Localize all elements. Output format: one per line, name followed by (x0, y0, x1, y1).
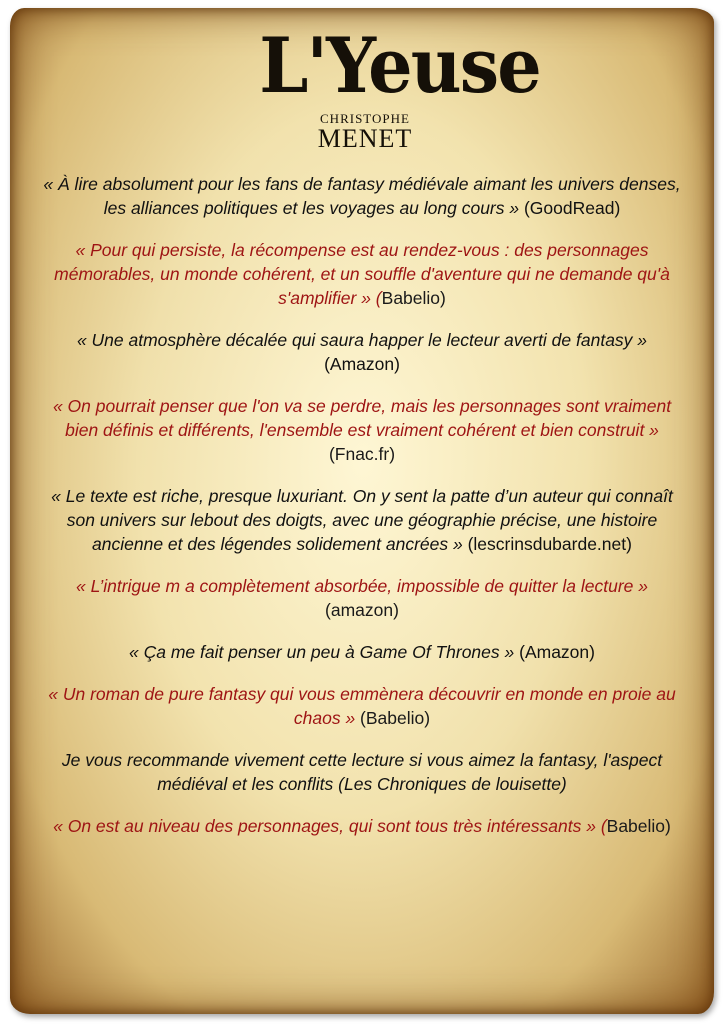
quote-7-source: (Amazon) (514, 642, 595, 662)
quote-7 (40, 640, 684, 664)
quote-5 (40, 484, 684, 556)
quote-4 (40, 394, 684, 466)
logo-author-lastname: MENET (317, 124, 413, 153)
logo-title: L'Yeuse (259, 21, 540, 110)
quote-5-text: « Le texte est riche, presque luxuriant. On y sent la patte d’un auteur qui connaît son univers sur lebout des doigts, avec une géographie précise, une histoire ancienne et des légendes solidement ancrées » (51, 486, 673, 554)
quote-6-text: « L’intrigue m a complètement absorbée, impossible de quitter la lecture » (76, 576, 648, 596)
quote-2-text: « Pour qui persiste, la récompense est au rendez-vous : des personnages mémorables, un monde cohérent, et un souffle d'aventure qui ne demande qu'à s'amplifier » ( (54, 240, 670, 308)
quote-4-source: (Fnac.fr) (328, 444, 396, 464)
quote-1 (40, 172, 684, 220)
quote-2 (40, 238, 684, 310)
quote-3 (40, 328, 684, 376)
quote-9 (40, 748, 684, 796)
quote-3-source: (Amazon) (324, 354, 400, 374)
book-logo (250, 20, 540, 165)
quote-10-text: « On est au niveau des personnages, qui sont tous très intéressants » ( (53, 816, 607, 836)
quote-6 (40, 574, 684, 622)
quote-3-text: « Une atmosphère décalée qui saura happer le lecteur averti de fantasy » (76, 330, 648, 350)
quote-2-source: Babelio) (381, 288, 446, 308)
quote-10 (40, 814, 684, 838)
quote-6-source: (amazon) (325, 600, 399, 620)
quotes-list (40, 172, 684, 856)
quote-8-text: « Un roman de pure fantasy qui vous emmènera découvrir en monde en proie au chaos » (48, 684, 676, 728)
quote-8 (40, 682, 684, 730)
header (0, 20, 724, 170)
quote-4-text: « On pourrait penser que l'on va se perdre, mais les personnages sont vraiment bien définis et différents, l'ensemble est vraiment cohérent et bien construit » (52, 396, 672, 440)
logo-author-firstname: CHRISTOPHE (320, 111, 410, 126)
quote-7-text: « Ça me fait penser un peu à Game Of Thrones » (129, 642, 515, 662)
quote-10-source: Babelio) (606, 816, 671, 836)
quote-9-text: Je vous recommande vivement cette lecture si vous aimez la fantasy, l'aspect médiéval et les conflits (Les Chroniques de louisette) (61, 750, 663, 794)
quote-1-source: (GoodRead) (519, 198, 621, 218)
quote-5-source: (lescrinsdubarde.net) (462, 534, 632, 554)
quote-1-text: « À lire absolument pour les fans de fantasy médiévale aimant les univers denses, les alliances politiques et les voyages au long cours » (43, 174, 681, 218)
quote-8-source: (Babelio) (355, 708, 431, 728)
